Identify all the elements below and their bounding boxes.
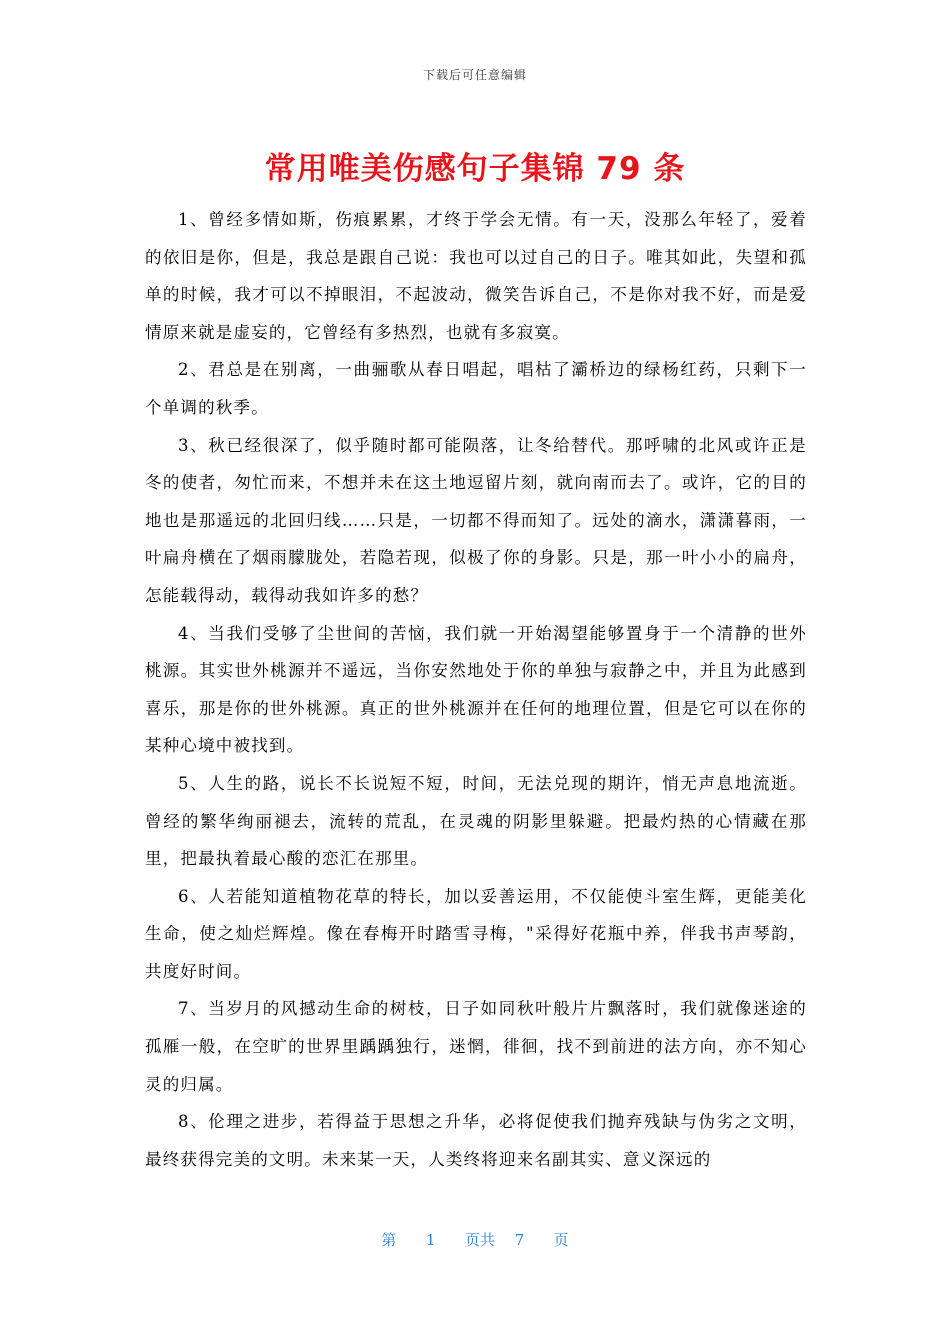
footer-prefix: 第 xyxy=(381,1231,397,1249)
paragraph-4: 4、当我们受够了尘世间的苦恼，我们就一开始渴望能够置身于一个清静的世外桃源。其实世外桃源并不遥远，当你安然地处于你的单独与寂静之中，并且为此感到喜乐，那是你的世外桃源。真正的世外桃源并在任何的地理位置，但是它可以在你的某种心境中被找到。 xyxy=(145,623,807,756)
document-body xyxy=(145,201,807,1178)
paragraph-2: 2、君总是在别离，一曲骊歌从春日唱起，唱枯了灞桥边的绿杨红药，只剩下一个单调的秋季。 xyxy=(145,360,807,417)
page-footer xyxy=(0,1229,950,1250)
paragraph-5: 5、人生的路，说长不长说短不短，时间，无法兑现的期许，悄无声息地流逝。曾经的繁华绚丽褪去，流转的荒乱，在灵魂的阴影里躲避。把最灼热的心情藏在那里，把最执着最心酸的恋汇在那里。 xyxy=(145,773,807,869)
footer-suffix: 页 xyxy=(553,1231,569,1249)
paragraph-6: 6、人若能知道植物花草的特长，加以妥善运用，不仅能使斗室生辉，更能美化生命，使之灿烂辉煌。像在春梅开时踏雪寻梅，"采得好花瓶中养，伴我书声琴韵，共度好时间。 xyxy=(145,886,807,981)
footer-page-number: 1 xyxy=(425,1231,436,1249)
footer-middle: 页共 xyxy=(464,1231,495,1249)
paragraph-7: 7、当岁月的风撼动生命的树枝，日子如同秋叶般片片飘落时，我们就像迷途的孤雁一般，在空旷的世界里踽踽独行，迷惘，徘徊，找不到前进的法方向，亦不知心灵的归属。 xyxy=(145,999,807,1094)
paragraph-1: 1、曾经多情如斯，伤痕累累，才终于学会无情。有一天，没那么年轻了，爱着的依旧是你，但是，我总是跟自己说：我也可以过自己的日子。唯其如此，失望和孤单的时候，我才可以不掉眼泪，不起波动，微笑告诉自己，不是你对我不好，而是爱情原来就是虚妄的，它曾经有多热烈，也就有多寂寞。 xyxy=(145,210,807,342)
footer-total-pages: 7 xyxy=(514,1231,525,1249)
header-note: 下载后可任意编辑 xyxy=(422,68,527,82)
paragraph-3: 3、秋已经很深了，似乎随时都可能陨落，让冬给替代。那呼啸的北风或许正是冬的使者，匆忙而来，不想并未在这土地逗留片刻，就向南而去了。或许，它的目的地也是那遥远的北回归线……只是，一切都不得而知了。远处的滴水，潇潇暮雨，一叶扁舟横在了烟雨朦胧处，若隐若现，似极了你的身影。只是，那一叶小小的扁舟，怎能载得动，载得动我如许多的愁？ xyxy=(145,435,807,605)
paragraph-8: 8、伦理之进步，若得益于思想之升华，必将促使我们抛弃残缺与伪劣之文明，最终获得完美的文明。未来某一天，人类终将迎来名副其实、意义深远的 xyxy=(145,1112,807,1169)
document-title: 常用唯美伤感句子集锦 79 条 xyxy=(264,151,686,187)
